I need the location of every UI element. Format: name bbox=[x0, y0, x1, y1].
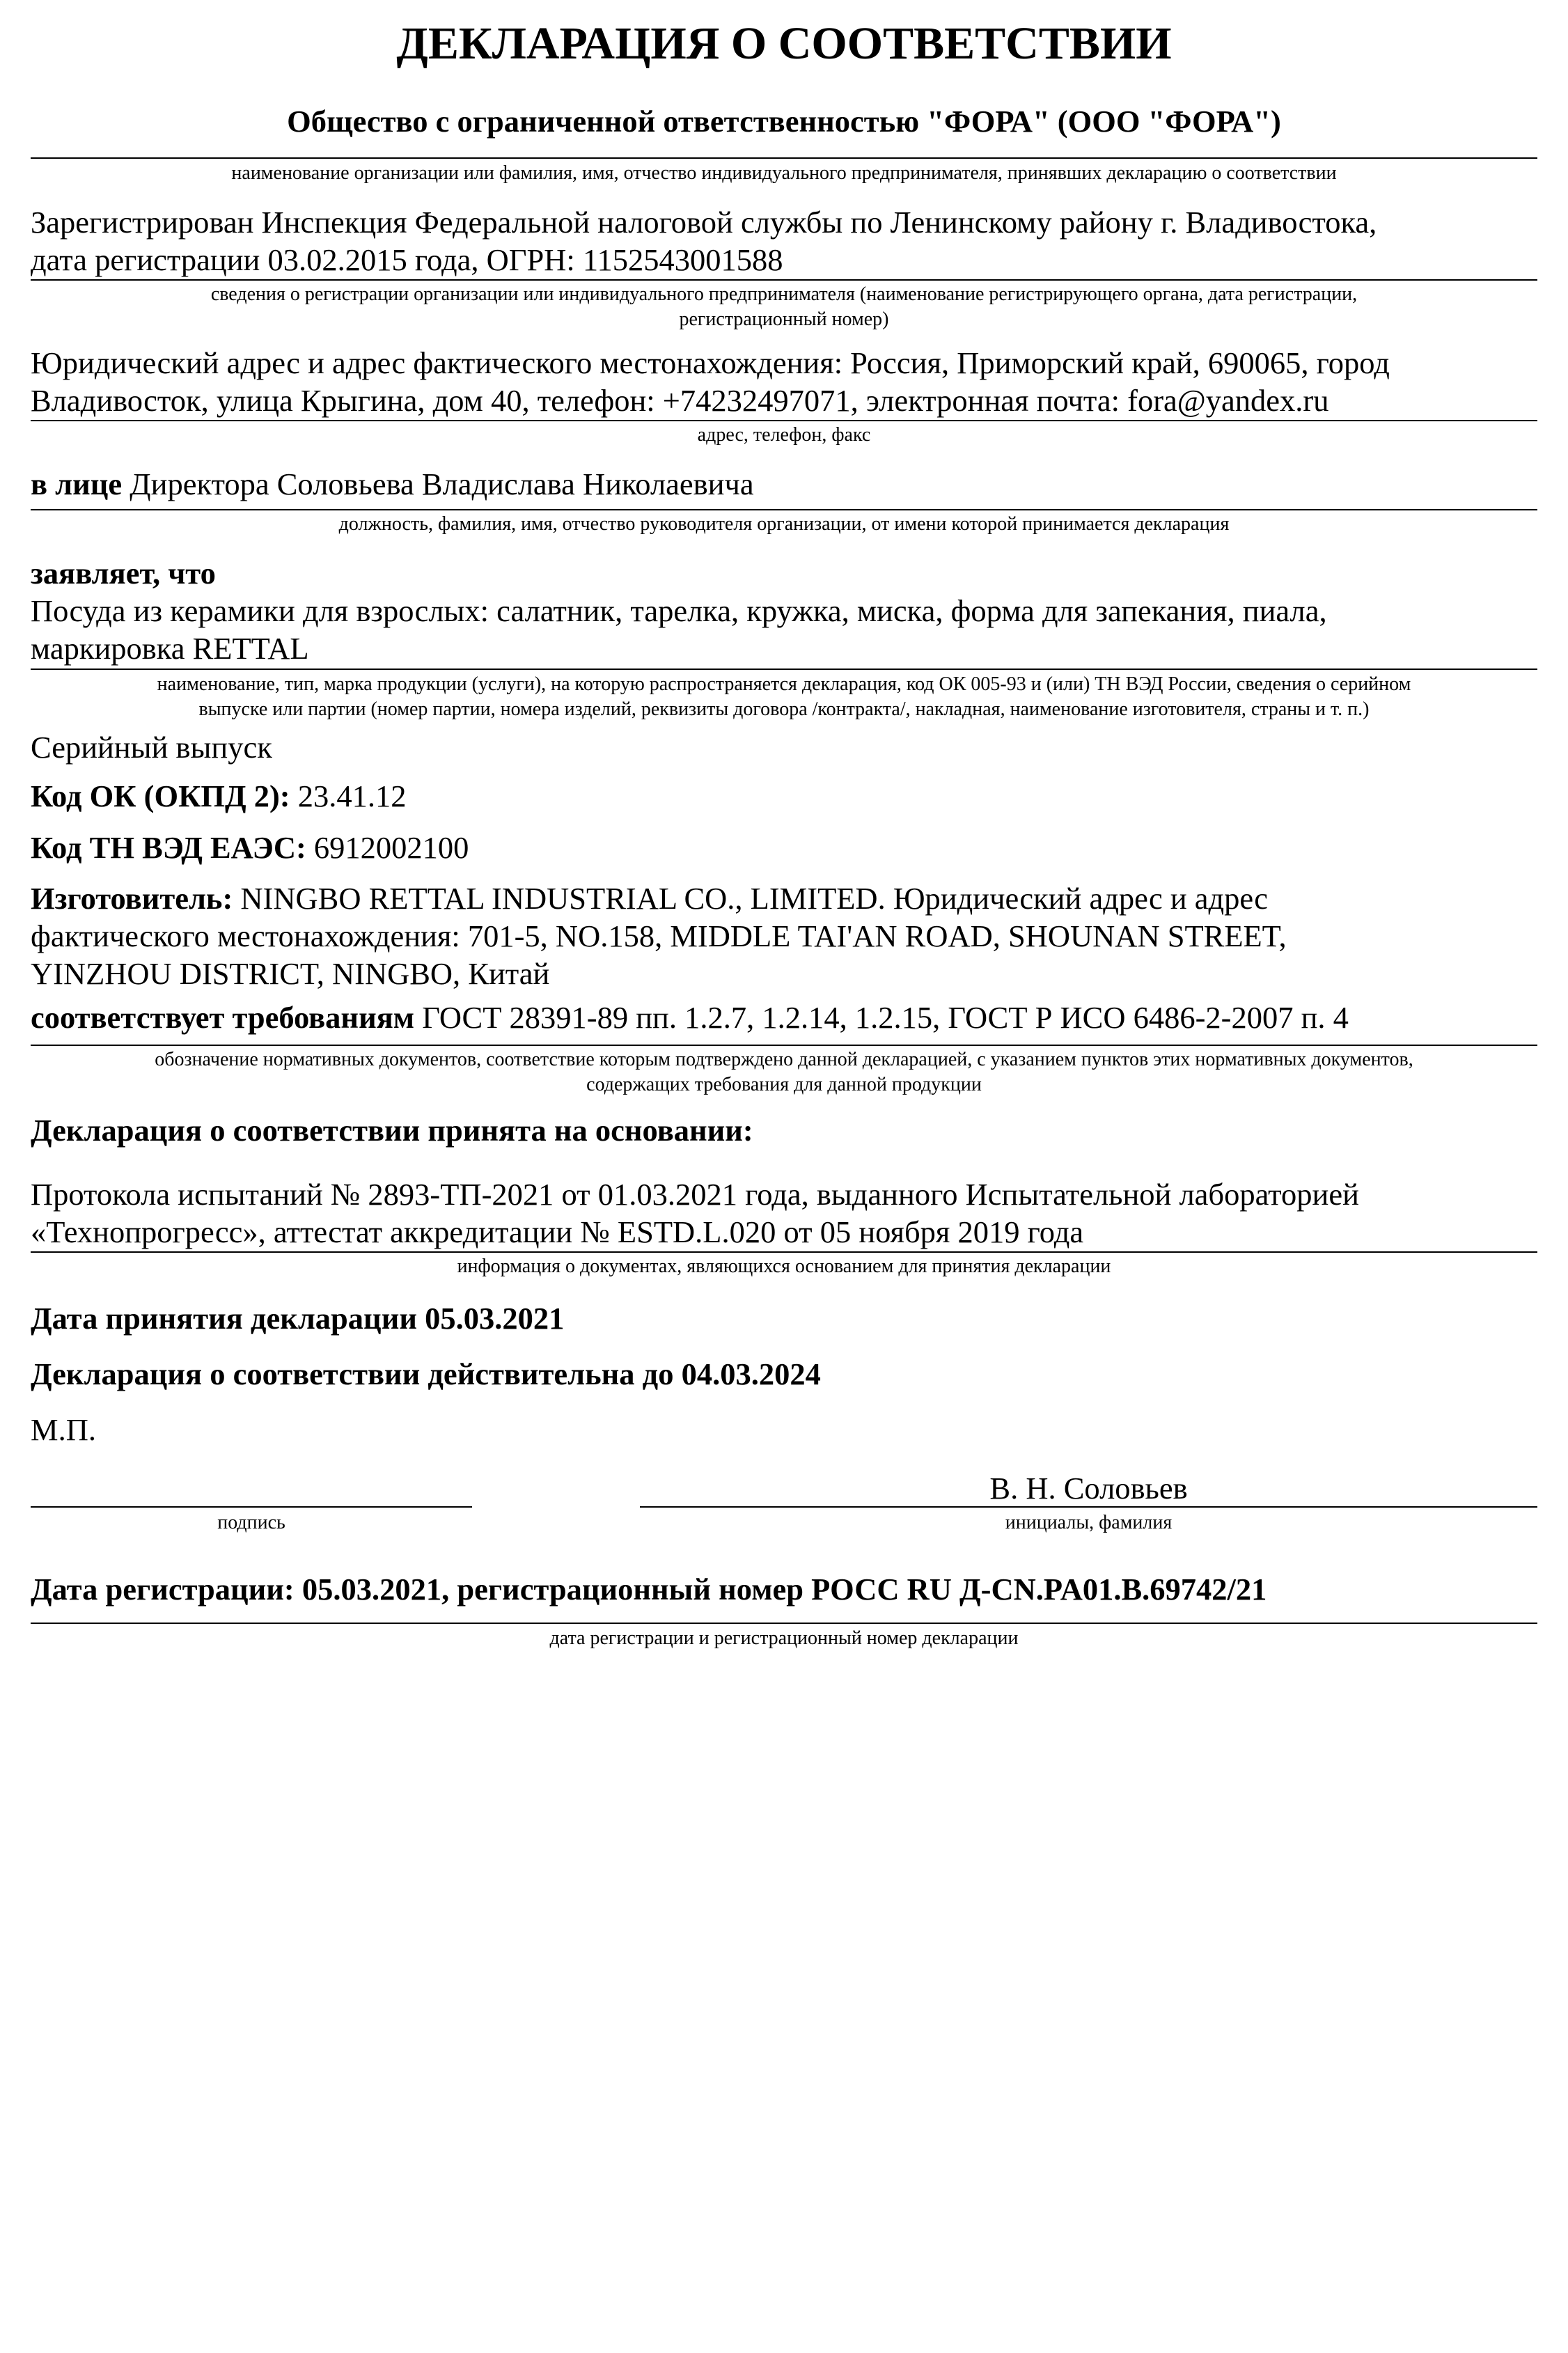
registration-number-block bbox=[31, 1570, 1537, 1608]
registration-caption-line-2: регистрационный номер) bbox=[679, 308, 889, 330]
address-caption: адрес, телефон, факс bbox=[697, 424, 871, 446]
okpd-label: Код ОК (ОКПД 2): bbox=[31, 779, 290, 813]
registration-block bbox=[31, 203, 1537, 279]
divider bbox=[31, 279, 1537, 281]
serial-release: Серийный выпуск bbox=[31, 730, 272, 765]
compliance-standards: ГОСТ 28391-89 пп. 1.2.7, 1.2.14, 1.2.15, ГОСТ Р ИСО 6486-2-2007 п. 4 bbox=[414, 1000, 1349, 1035]
compliance-label: соответствует требованиям bbox=[31, 1000, 415, 1035]
signature-line bbox=[31, 1506, 472, 1508]
manufacturer-line-2: фактического местонахождения: 701-5, NO.158, MIDDLE TAI'AN ROAD, SHOUNAN STREET, bbox=[31, 918, 1287, 953]
signature-caption: подпись bbox=[217, 1512, 285, 1533]
product-line-1: Посуда из керамики для взрослых: салатник, тарелка, кружка, миска, форма для запекания, пиала, bbox=[31, 593, 1327, 628]
divider bbox=[31, 1251, 1537, 1253]
representative-block bbox=[31, 465, 1537, 503]
manufacturer-label: Изготовитель: bbox=[31, 881, 233, 916]
product-line-2: маркировка RETTAL bbox=[31, 631, 309, 666]
tnved-value: 6912002100 bbox=[306, 830, 469, 865]
signer-name-block bbox=[640, 1469, 1537, 1507]
divider bbox=[31, 1623, 1537, 1624]
registration-line-1: Зарегистрирован Инспекция Федеральной налоговой службы по Ленинскому району г. Владивостока, bbox=[31, 205, 1377, 240]
organization-caption: наименование организации или фамилия, имя, отчество индивидуального предпринимателя, принявших декларацию о соответствии bbox=[231, 162, 1337, 184]
registration-line-2: дата регистрации 03.02.2015 года, ОГРН: 1152543001588 bbox=[31, 242, 783, 277]
address-line-2: Владивосток, улица Крыгина, дом 40, телефон: +74232497071, электронная почта: fora@yandex.ru bbox=[31, 383, 1329, 418]
registration-number-caption: дата регистрации и регистрационный номер декларации bbox=[549, 1627, 1019, 1649]
divider bbox=[31, 509, 1537, 510]
basis-line-1: Протокола испытаний № 2893-ТП-2021 от 01.03.2021 года, выданного Испытательной лабораторией bbox=[31, 1177, 1359, 1212]
divider bbox=[31, 420, 1537, 421]
divider bbox=[31, 1045, 1537, 1046]
compliance-caption-line-1: обозначение нормативных документов, соответствие которым подтверждено данной декларацией, с указанием пунктов этих нормативных документов, bbox=[155, 1049, 1413, 1070]
acceptance-date-block bbox=[31, 1299, 1537, 1337]
manufacturer-line-3: YINZHOU DISTRICT, NINGBO, Китай bbox=[31, 956, 550, 991]
acceptance-date: Дата принятия декларации 05.03.2021 bbox=[31, 1301, 565, 1336]
representative-name: Директора Соловьева Владислава Николаевича bbox=[122, 467, 754, 501]
compliance-caption-line-2: содержащих требования для данной продукции bbox=[586, 1074, 982, 1095]
manufacturer-line-1: NINGBO RETTAL INDUSTRIAL CO., LIMITED. Юридический адрес и адрес bbox=[233, 881, 1269, 916]
organization-block bbox=[31, 102, 1537, 140]
okpd-value: 23.41.12 bbox=[290, 779, 407, 813]
basis-heading-block bbox=[31, 1111, 1537, 1149]
signer-name: В. Н. Соловьев bbox=[989, 1471, 1188, 1506]
valid-until: Декларация о соответствии действительна до 04.03.2024 bbox=[31, 1357, 821, 1391]
divider bbox=[31, 157, 1537, 159]
basis-block bbox=[31, 1175, 1537, 1251]
basis-heading: Декларация о соответствии принята на основании: bbox=[31, 1113, 753, 1148]
compliance-block bbox=[31, 999, 1537, 1036]
signer-name-caption: инициалы, фамилия bbox=[1005, 1512, 1173, 1533]
manufacturer-block bbox=[31, 880, 1537, 992]
divider bbox=[31, 669, 1537, 670]
representative-prefix: в лице bbox=[31, 467, 123, 501]
basis-line-2: «Технопрогресс», аттестат аккредитации № ESTD.L.020 от 05 ноября 2019 года bbox=[31, 1214, 1084, 1249]
product-caption-line-2: выпуске или партии (номер партии, номера изделий, реквизиты договора /контракта/, накладная, наименование изготовителя, страны и т. п.) bbox=[198, 698, 1370, 720]
okpd-block bbox=[31, 777, 1537, 815]
address-block bbox=[31, 344, 1537, 419]
registration-number: Дата регистрации: 05.03.2021, регистрационный номер РОСС RU Д-CN.PA01.B.69742/21 bbox=[31, 1572, 1267, 1607]
basis-caption: информация о документах, являющихся основанием для принятия декларации bbox=[457, 1256, 1111, 1277]
serial-block bbox=[31, 728, 1537, 766]
representative-caption: должность, фамилия, имя, отчество руководителя организации, от имени которой принимается декларация bbox=[338, 513, 1230, 535]
valid-until-block bbox=[31, 1355, 1537, 1393]
tnved-label: Код ТН ВЭД ЕАЭС: bbox=[31, 830, 306, 865]
address-line-1: Юридический адрес и адрес фактического местонахождения: Россия, Приморский край, 690065, город bbox=[31, 345, 1390, 380]
tnved-block bbox=[31, 829, 1537, 866]
organization-name: Общество с ограниченной ответственностью "ФОРА" (ООО "ФОРА") bbox=[287, 104, 1281, 139]
stamp-block bbox=[31, 1411, 1537, 1448]
declares-label: заявляет, что bbox=[31, 556, 216, 591]
declares-block bbox=[31, 554, 1537, 667]
page-title: ДЕКЛАРАЦИЯ О СООТВЕТСТВИИ bbox=[396, 18, 1172, 69]
registration-caption-line-1: сведения о регистрации организации или индивидуального предпринимателя (наименование регистрирующего органа, дата регистрации, bbox=[210, 283, 1358, 305]
product-caption-line-1: наименование, тип, марка продукции (услуги), на которую распространяется декларация, код ОК 005-93 и (или) ТН ВЭД России, сведения о серийном bbox=[157, 673, 1411, 695]
stamp-placeholder: М.П. bbox=[31, 1412, 96, 1447]
signer-name-line bbox=[640, 1506, 1537, 1508]
